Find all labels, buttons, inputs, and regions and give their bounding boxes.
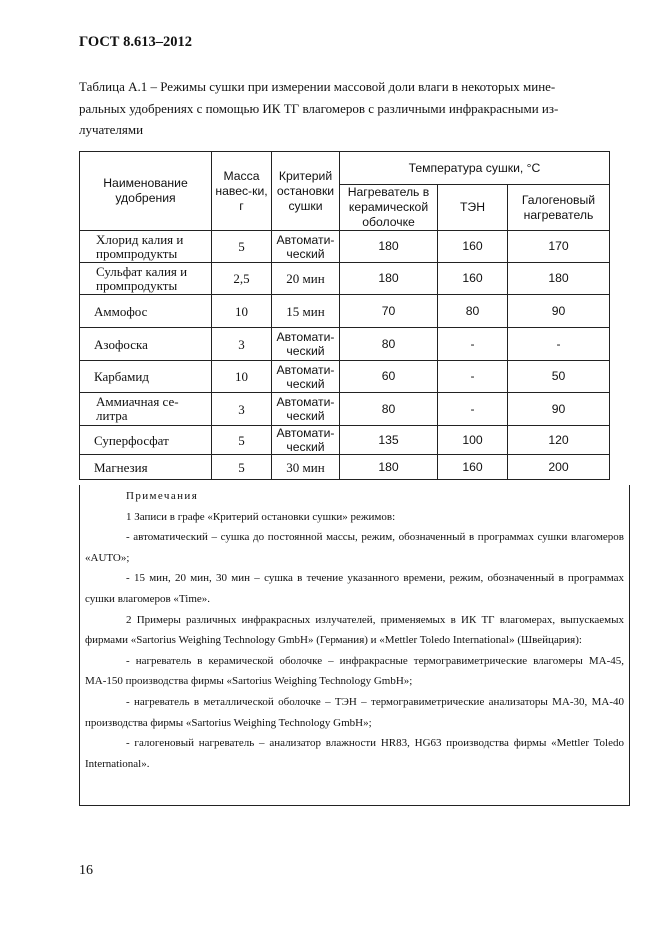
cell-name: Сульфат калия и промпродукты [80,263,212,295]
cell-name: Магнезия [80,455,212,480]
cell-ten: 160 [438,455,508,480]
table-row [80,231,610,263]
cell-mass: 10 [212,295,272,328]
cell-ceramic: 180 [340,455,438,480]
cell-ceramic: 60 [340,361,438,393]
cell-ten: 100 [438,426,508,455]
notes-title: Примечания [126,490,199,502]
cell-criterion: Автомати-ческий [272,231,340,263]
cell-ceramic: 180 [340,231,438,263]
table-row [80,361,610,393]
cell-criterion: 30 мин [272,455,340,480]
drying-modes-table [79,151,610,480]
table-row [80,393,610,426]
cell-halogen: - [508,328,610,361]
cell-halogen: 90 [508,295,610,328]
table-row [80,455,610,480]
cell-halogen: 170 [508,231,610,263]
cell-name: Аммофос [80,295,212,328]
document-header: ГОСТ 8.613–2012 [79,34,192,50]
note-2-ceramic: - нагреватель в керамической оболочке – инфракрасные термогравиметрические влагомеры МА-45, МА-150 производства фирмы «Sartorius Weighing Technology GmbH»; [85,654,624,688]
header-halogen: Галогеновый нагреватель [508,185,610,231]
caption-line: Таблица А.1 – Режимы сушки при измерении массовой доли влаги в некоторых мине- [79,79,556,94]
cell-ten: 80 [438,295,508,328]
table-row [80,295,610,328]
cell-name: Карбамид [80,361,212,393]
cell-mass: 5 [212,455,272,480]
cell-halogen: 120 [508,426,610,455]
cell-mass: 5 [212,231,272,263]
note-2-halogen: - галогеновый нагреватель – анализатор влажности HR83, HG63 производства фирмы «Mettler Toledo International». [85,737,624,770]
cell-halogen: 180 [508,263,610,295]
cell-ceramic: 70 [340,295,438,328]
cell-ten: - [438,328,508,361]
cell-mass: 3 [212,393,272,426]
header-name: Наименование удобрения [80,152,212,231]
table-notes [79,485,630,806]
cell-ceramic: 135 [340,426,438,455]
page-number: 16 [79,863,93,878]
cell-ten: 160 [438,263,508,295]
table-row [80,426,610,455]
cell-mass: 10 [212,361,272,393]
cell-criterion: Автомати-ческий [272,361,340,393]
note-2-ten: - нагреватель в металлической оболочке – ТЭН – термогравиметрические анализаторы МА-30, МА-40 производства фирмы «Sartorius Weighing Technology GmbH»; [85,695,624,729]
cell-criterion: Автомати-ческий [272,393,340,426]
cell-name: Хлорид калия и промпродукты [80,231,212,263]
cell-criterion: 20 мин [272,263,340,295]
header-ten: ТЭН [438,185,508,231]
cell-ten: - [438,361,508,393]
cell-criterion: Автомати-ческий [272,328,340,361]
cell-name: Азофоска [80,328,212,361]
cell-name: Аммиачная се-литра [80,393,212,426]
cell-ceramic: 80 [340,328,438,361]
note-1-auto: - автоматический – сушка до постоянной массы, режим, обозначенный в программах сушки влагомеров «AUTO»; [85,531,624,564]
cell-mass: 3 [212,328,272,361]
cell-ten: - [438,393,508,426]
cell-criterion: Автомати-ческий [272,426,340,455]
cell-mass: 5 [212,426,272,455]
cell-ceramic: 80 [340,393,438,426]
cell-name: Суперфосфат [80,426,212,455]
table-caption [79,76,630,141]
cell-halogen: 90 [508,393,610,426]
note-1-time: - 15 мин, 20 мин, 30 мин – сушка в течение указанного времени, режим, обозначенный в программах сушки влагомеров «Time». [85,572,624,605]
cell-criterion: 15 мин [272,295,340,328]
cell-halogen: 50 [508,361,610,393]
header-mass: Масса навес-ки, г [212,152,272,231]
caption-line: ральных удобрениях с помощью ИК ТГ влагомеров с различными инфракрасными из- [79,100,559,116]
header-criterion: Критерий остановки сушки [272,152,340,231]
cell-ceramic: 180 [340,263,438,295]
cell-mass: 2,5 [212,263,272,295]
cell-ten: 160 [438,231,508,263]
note-1: 1 Записи в графе «Критерий остановки сушки» режимов: [126,510,396,523]
note-2: 2 Примеры различных инфракрасных излучателей, применяемых в ИК ТГ влагомерах, выпускаемых фирмами «Sartorius Weighing Technology GmbH» (Германия) и «Mettler Toledo International» (Швейцария): [85,613,624,647]
cell-halogen: 200 [508,455,610,480]
caption-line: лучателями [79,122,144,137]
header-heater-ceramic: Нагреватель в керамической оболочке [340,185,438,231]
header-temperature: Температура сушки, °С [340,152,610,185]
table-row [80,328,610,361]
table-row [80,263,610,295]
